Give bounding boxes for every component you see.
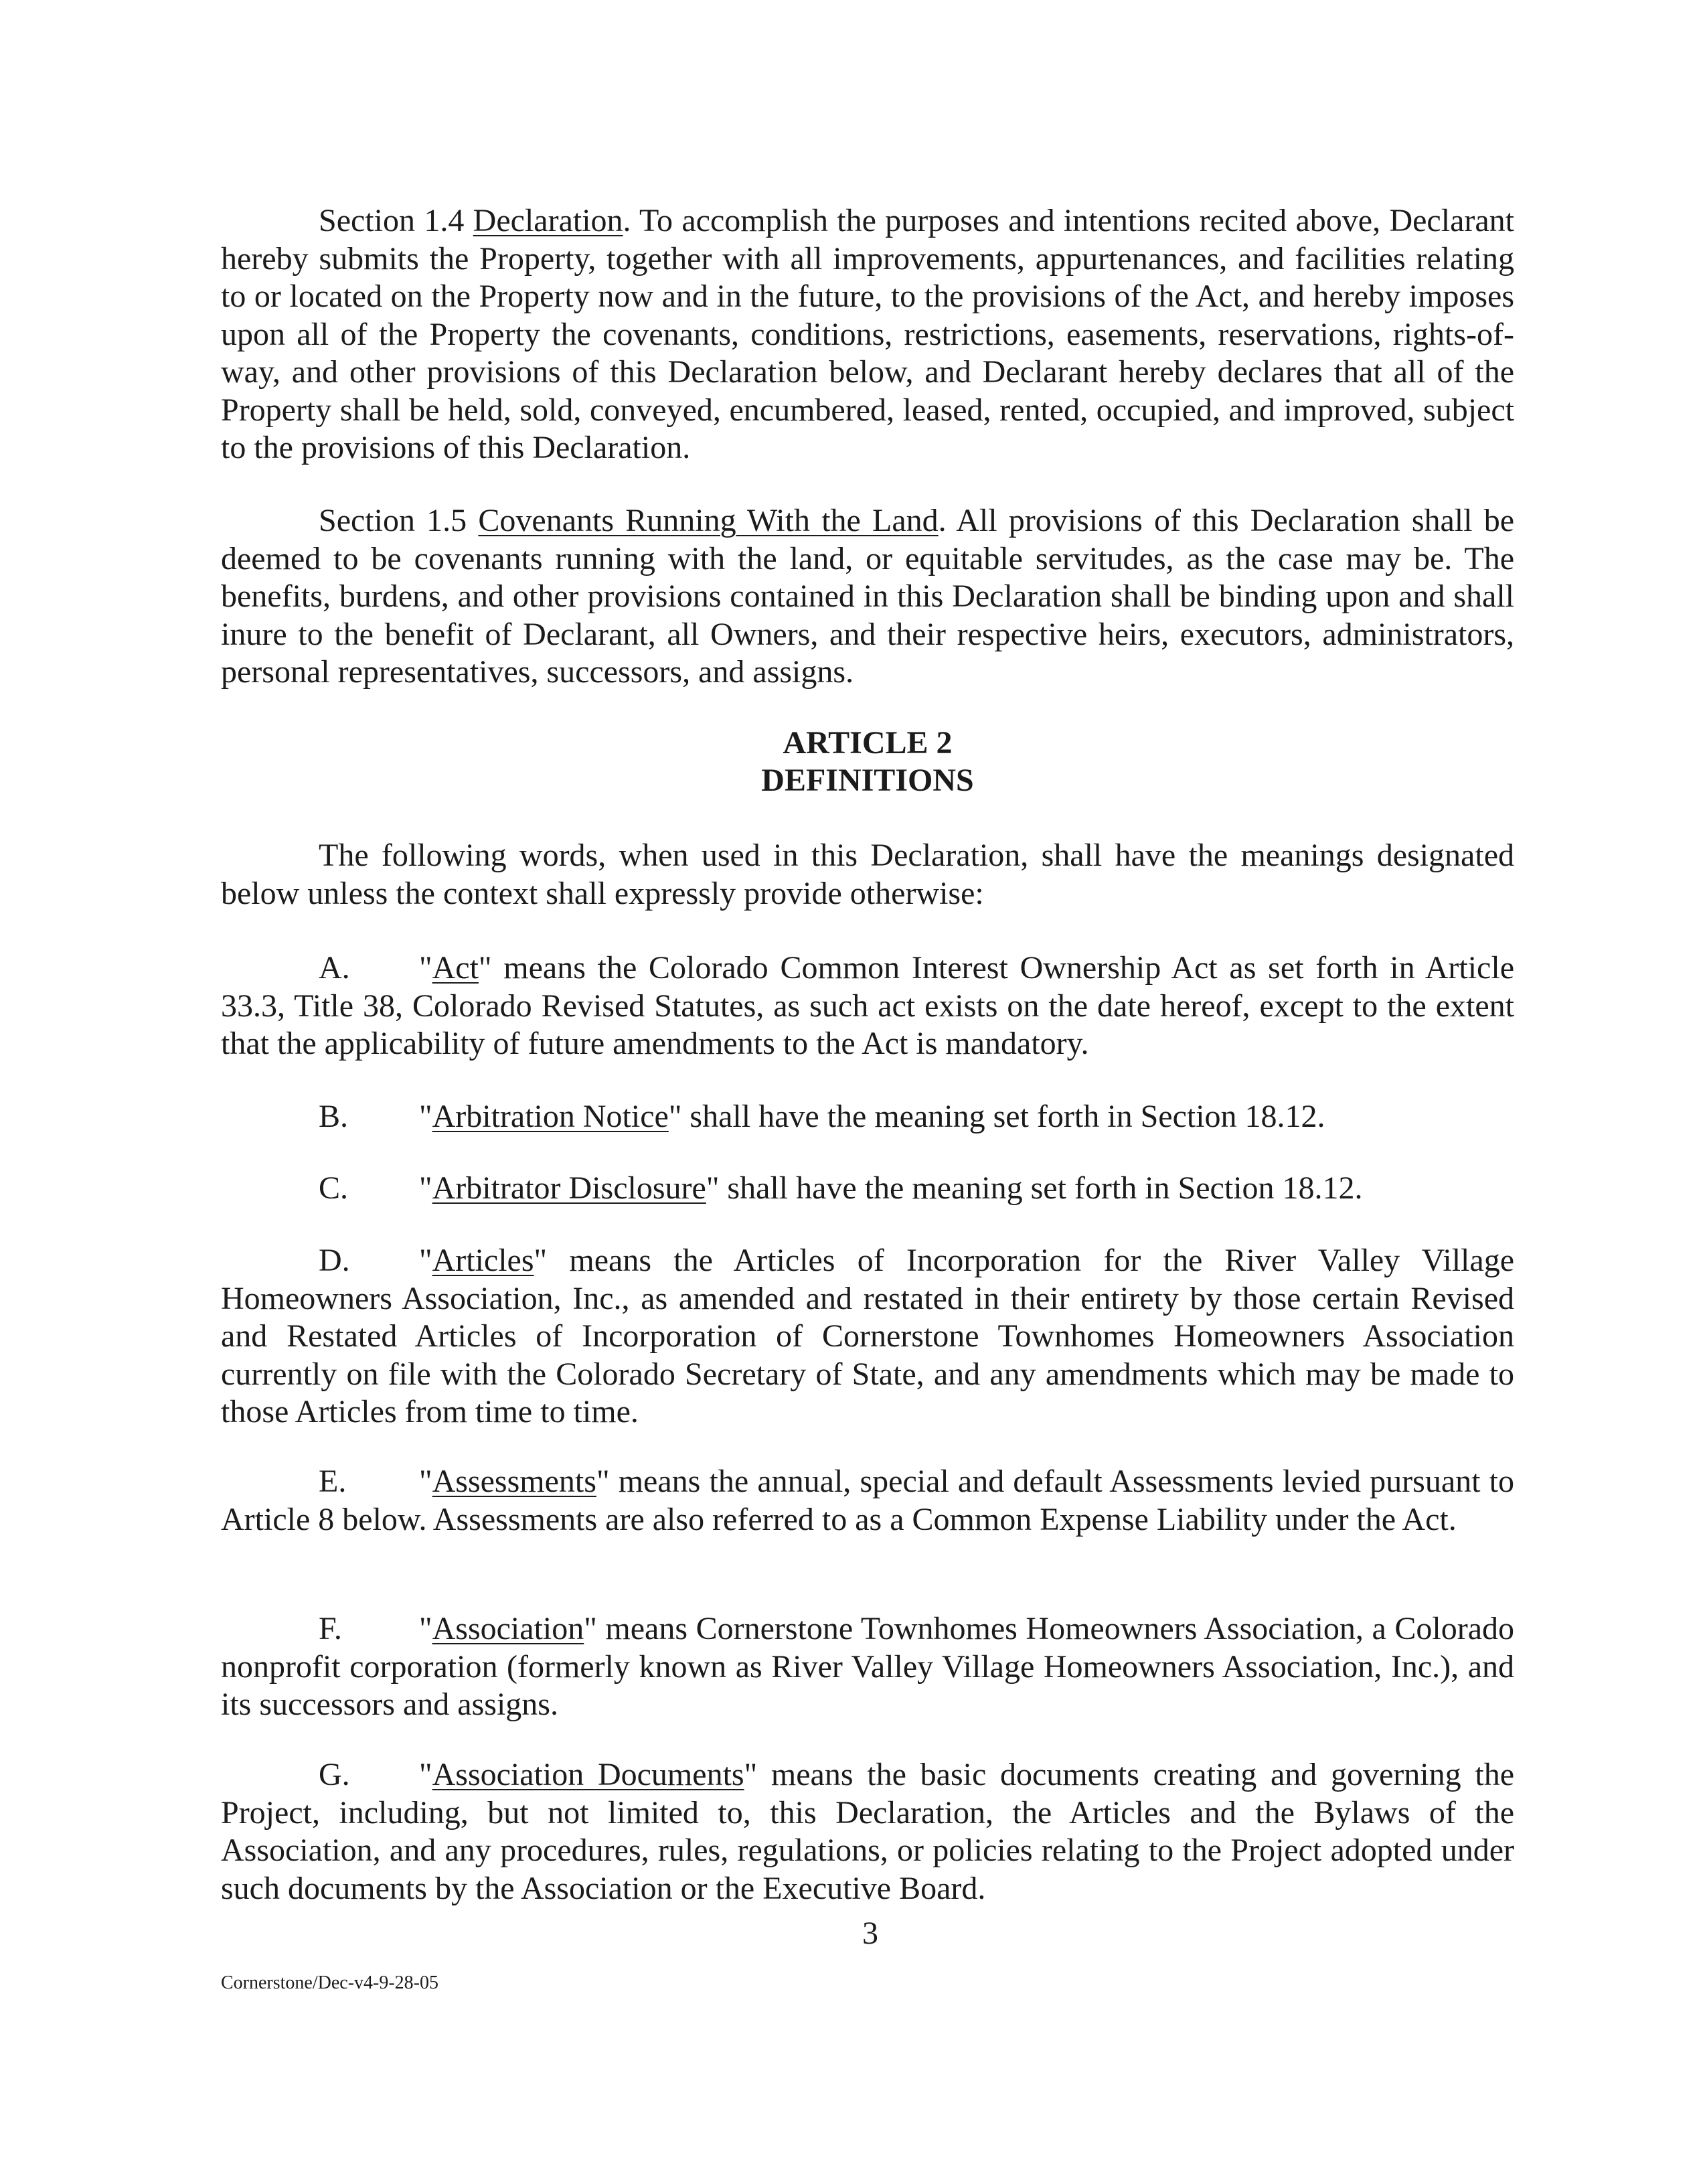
section-1-5-title: Covenants Running With the Land: [478, 503, 939, 538]
definition-letter: F.: [319, 1611, 342, 1646]
definition-text: shall have the meaning set forth in Section 18.12.: [719, 1170, 1363, 1206]
definition-term: Association Documents: [432, 1757, 744, 1792]
section-1-5-body: . All provisions of this Declaration shall be deemed to be covenants running with the land, or equitable servitudes, as the case may be. The benefits, burdens, and other provisions contained in this Declaration shall be binding upon and shall inure to the benefit of Declarant, all Owners, and their respective heirs, executors, administrators, personal representatives, successors, and assigns.: [221, 503, 1514, 690]
definition-association-documents: G. "Association Documents" means the basic documents creating and governing the Project, including, but not limited to, this Declaration, the Articles and the Bylaws of the Association, and any procedures, rules, regulations, or policies relating to the Project adopted under such documents by the Association or the Executive Board.: [221, 1757, 1514, 1906]
definition-text: means the Colorado Common Interest Ownership Act as set forth in Article 33.3, Title 38, Colorado Revised Statutes, as such act exists on the date hereof, except to the extent that the applicability of future amendments to the Act is mandatory.: [221, 950, 1514, 1061]
definition-letter: D.: [319, 1243, 350, 1278]
definition-text: means the Articles of Incorporation for the River Valley Village Homeowners Association, Inc., as amended and restated in their entirety by those certain Revised and Restated Articles of Incorporation of Cornerstone Townhomes Homeowners Association currently on file with the Colorado Secretary of State, and any amendments which may be made to those Articles from time to time.: [221, 1243, 1514, 1429]
definition-text: means the annual, special and default Assessments levied pursuant to Article 8 below. Assessments are also referred to as a Common Expense Liability under the Act.: [221, 1464, 1514, 1537]
section-1-5-number: Section 1.5: [319, 503, 479, 538]
definition-arbitrator-disclosure: C. "Arbitrator Disclosure" shall have the meaning set forth in Section 18.12.: [221, 1170, 1514, 1208]
section-1-4-number: Section 1.4: [319, 203, 473, 238]
page-number: 3: [862, 1916, 878, 1951]
definition-term: Arbitration Notice: [432, 1099, 669, 1134]
definition-association: F. "Association" means Cornerstone Townhomes Homeowners Association, a Colorado nonprofit corporation (formerly known as River Valley Village Homeowners Association, Inc.), and its successors and assigns.: [221, 1611, 1514, 1722]
definition-letter: B.: [319, 1099, 349, 1134]
section-1-4-paragraph: [221, 202, 1514, 467]
definition-letter: G.: [319, 1757, 350, 1792]
definition-term: Act: [432, 950, 479, 986]
definition-letter: E.: [319, 1464, 347, 1499]
definition-term: Association: [432, 1611, 584, 1646]
definition-term: Arbitrator Disclosure: [432, 1170, 706, 1206]
article-title: DEFINITIONS: [761, 763, 974, 798]
definition-letter: A.: [319, 950, 350, 986]
definition-articles: D. "Articles" means the Articles of Incorporation for the River Valley Village Homeowners Association, Inc., as amended and restated in their entirety by those certain Revised and Restated Articles of Incorporation of Cornerstone Townhomes Homeowners Association currently on file with the Colorado Secretary of State, and any amendments which may be made to those Articles from time to time.: [221, 1243, 1514, 1429]
definition-letter: C.: [319, 1170, 349, 1206]
article-number: ARTICLE 2: [783, 725, 953, 761]
section-1-4-body: . To accomplish the purposes and intentions recited above, Declarant hereby submits the Property, together with all improvements, appurtenances, and facilities relating to or located on the Property now and in the future, to the provisions of the Act, and hereby imposes upon all of the Property the covenants, conditions, restrictions, easements, reservations, rights-of-way, and other provisions of this Declaration below, and Declarant hereby declares that all of the Property shall be held, sold, conveyed, encumbered, leased, rented, occupied, and improved, subject to the provisions of this Declaration.: [221, 203, 1514, 465]
section-1-5-paragraph: [221, 502, 1514, 692]
definition-term: Assessments: [432, 1464, 596, 1499]
definition-arbitration-notice: B. "Arbitration Notice" shall have the meaning set forth in Section 18.12.: [221, 1098, 1514, 1136]
document-footer: Cornerstone/Dec-v4-9-28-05: [221, 1972, 439, 1993]
definitions-intro: The following words, when used in this Declaration, shall have the meanings designated below unless the context shall expressly provide otherwise:: [221, 838, 1514, 911]
definition-text: means the basic documents creating and governing the Project, including, but not limited to, this Declaration, the Articles and the Bylaws of the Association, and any procedures, rules, regulations, or policies relating to the Project adopted under such documents by the Association or the Executive Board.: [221, 1757, 1514, 1906]
section-1-4-title: Declaration: [473, 203, 623, 238]
definition-text: shall have the meaning set forth in Section 18.12.: [681, 1099, 1325, 1134]
definition-term: Articles: [432, 1243, 534, 1278]
definition-act: A. "Act" means the Colorado Common Interest Ownership Act as set forth in Article 33.3, Title 38, Colorado Revised Statutes, as such act exists on the date hereof, except to the extent that the applicability of future amendments to the Act is mandatory.: [221, 950, 1514, 1061]
definition-text: means Cornerstone Townhomes Homeowners Association, a Colorado nonprofit corporation (formerly known as River Valley Village Homeowners Association, Inc.), and its successors and assigns.: [221, 1611, 1514, 1722]
definition-assessments: E. "Assessments" means the annual, special and default Assessments levied pursuant to Article 8 below. Assessments are also referred to as a Common Expense Liability under the Act.: [221, 1464, 1514, 1537]
